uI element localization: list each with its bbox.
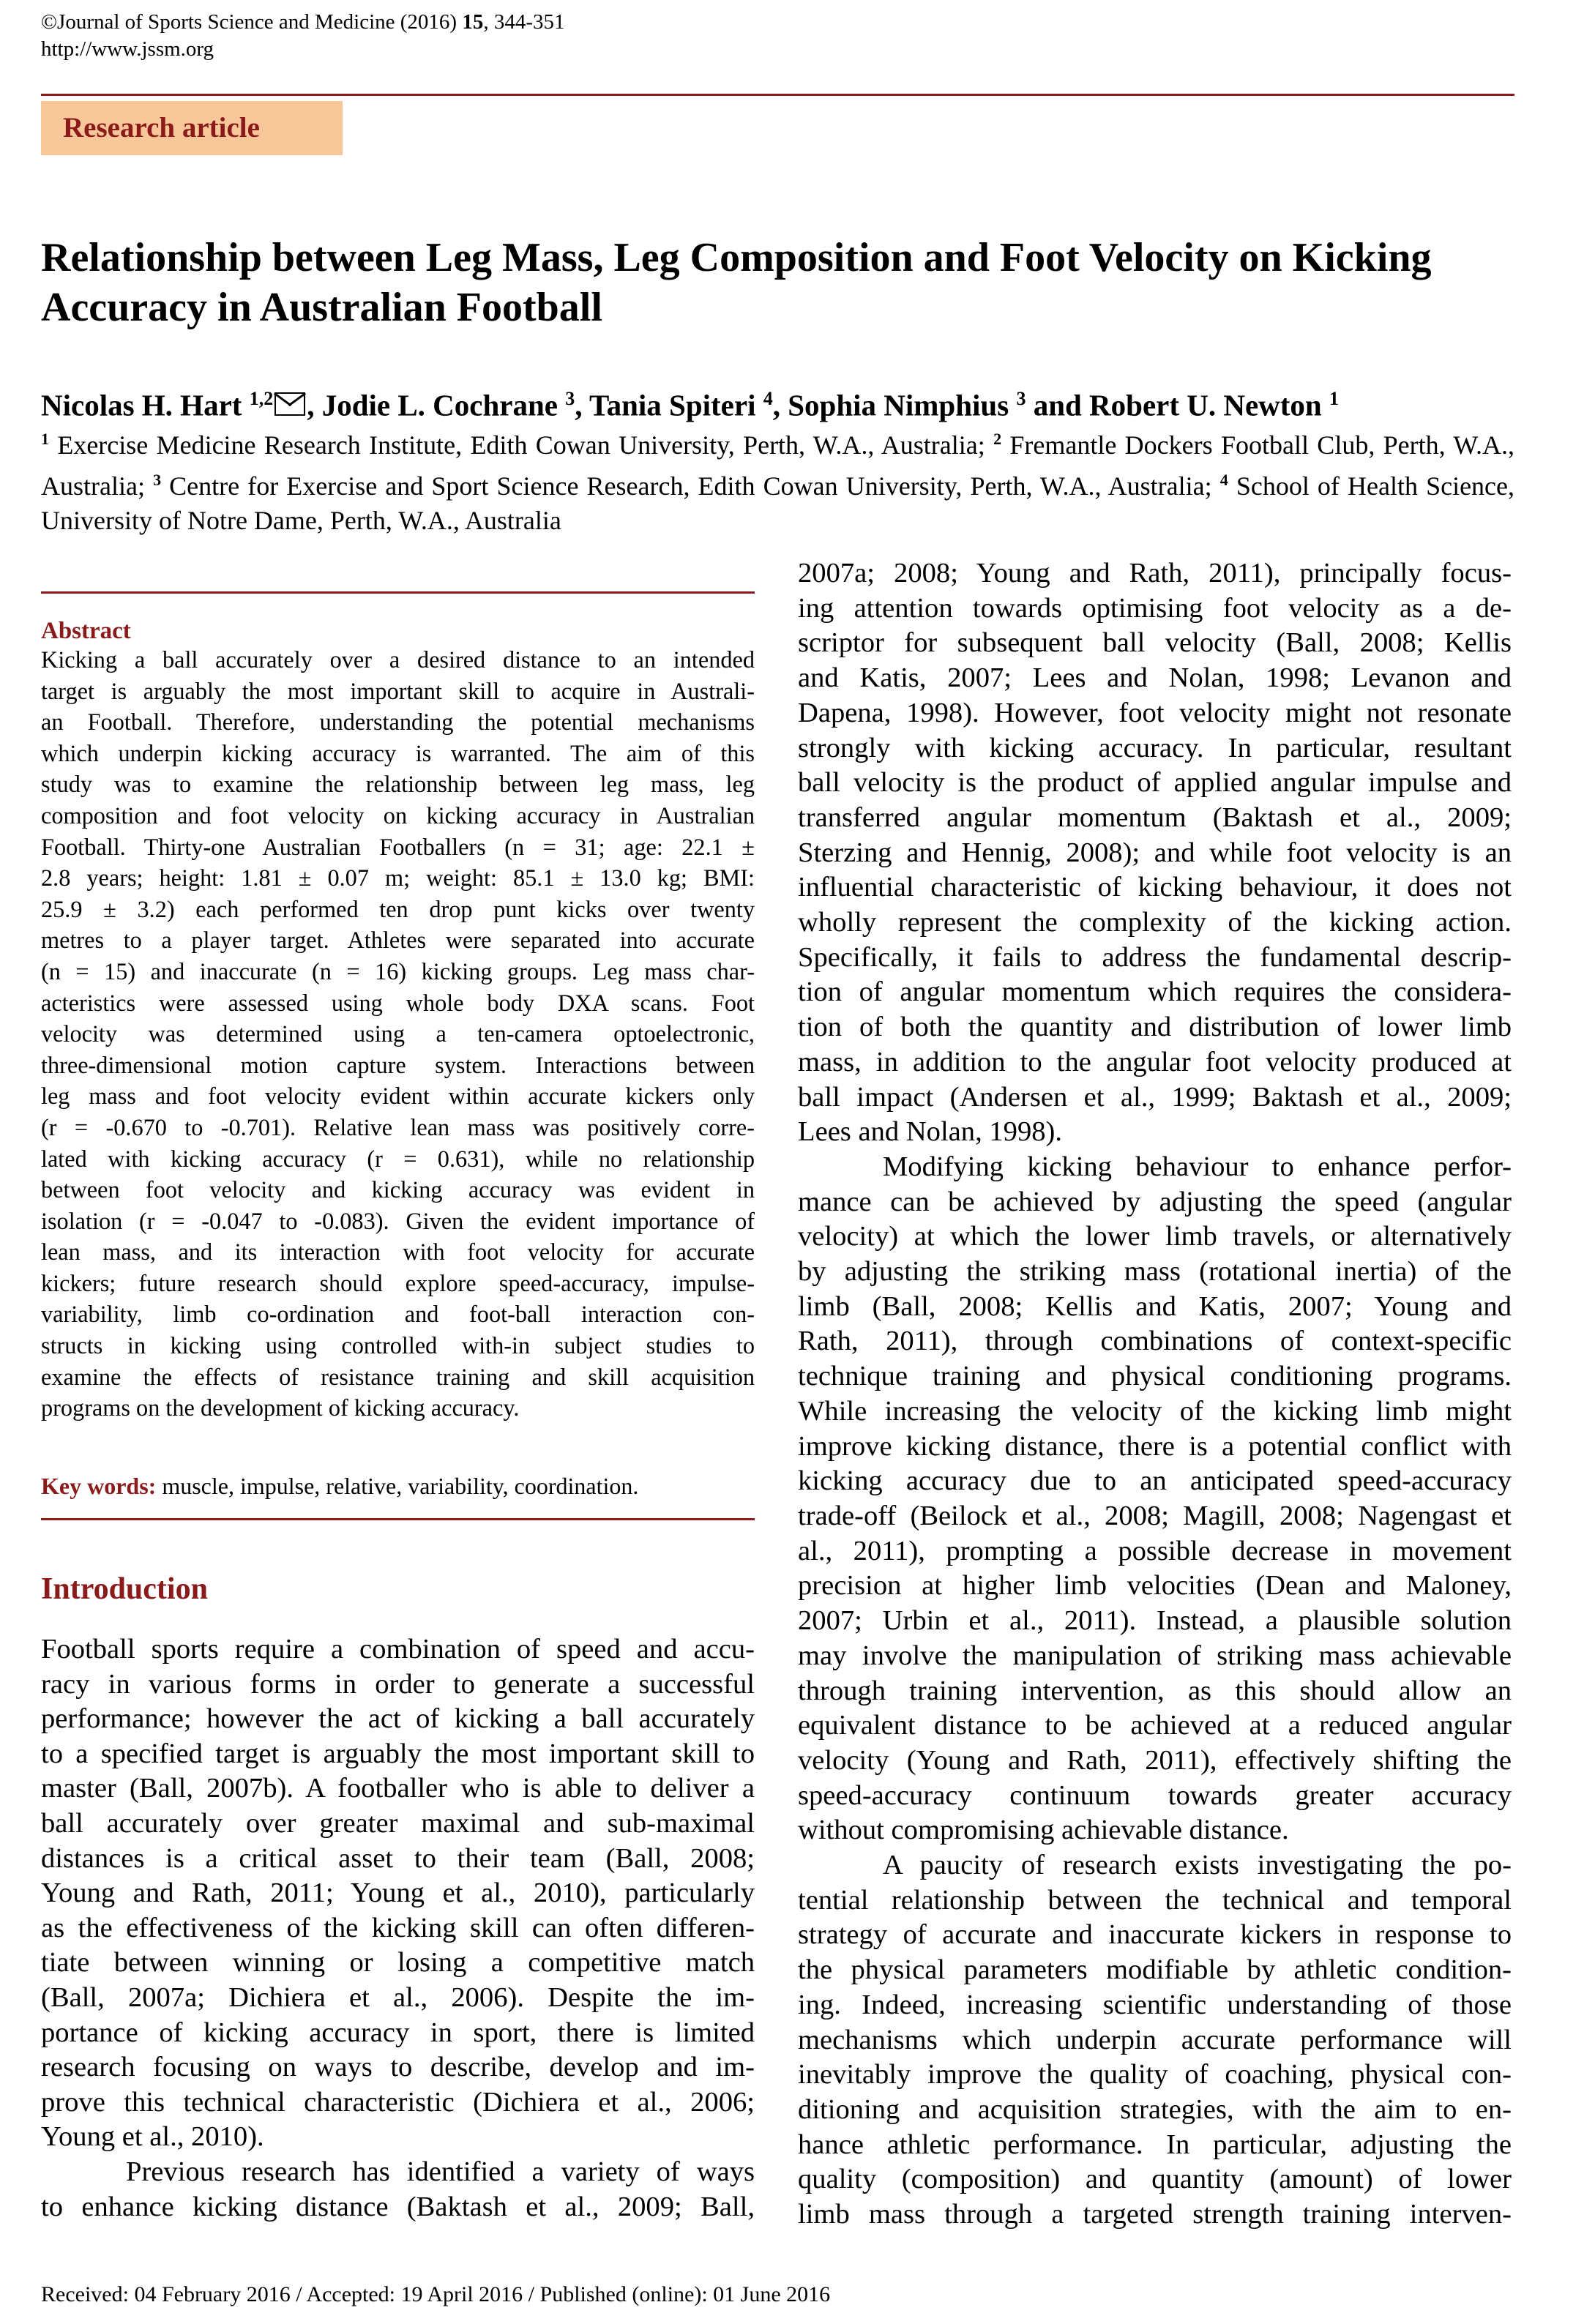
text-line: isolation (r = -0.047 to -0.083). Given the evident importance of: [41, 1207, 755, 1234]
text-line: structs in kicking using controlled with-in subject studies to: [41, 1332, 755, 1359]
text-line: between foot velocity and kicking accuracy was evident in: [41, 1176, 755, 1203]
text-line: Rath, 2011), through combinations of context-specific: [798, 1326, 1512, 1357]
text-line: acteristics were assessed using whole body DXA scans. Foot: [41, 989, 755, 1016]
author-name: Nicolas H. Hart: [41, 388, 242, 422]
keywords-text: muscle, impulse, relative, variability, coordination.: [156, 1473, 639, 1499]
author-name: , Tania Spiteri: [575, 388, 756, 422]
text-line: performance; however the act of kicking a ball accurately: [41, 1703, 755, 1735]
author-affiliation-sup: 4: [763, 388, 773, 409]
text-line: Kicking a ball accurately over a desired distance to an intended: [41, 646, 755, 673]
text-line: research focusing on ways to describe, develop and im-: [41, 2052, 755, 2083]
text-line: to a specified target is arguably the most important skill to: [41, 1738, 755, 1769]
text-line: to enhance kicking distance (Baktash et al., 2009; Ball,: [41, 2191, 755, 2222]
text-line: Lees and Nolan, 1998).: [798, 1116, 1063, 1148]
text-line: Football. Thirty-one Australian Footballers (n = 31; age: 22.1 ±: [41, 833, 755, 860]
text-line: (Ball, 2007a; Dichiera et al., 2006). Despite the im-: [41, 1981, 755, 2013]
text-line: lated with kicking accuracy (r = 0.631), while no relationship: [41, 1145, 755, 1172]
text-line: 2007; Urbin et al., 2011). Instead, a plausible solution: [798, 1605, 1512, 1637]
text-line: Sterzing and Hennig, 2008); and while foot velocity is an: [798, 837, 1512, 868]
text-line: influential characteristic of kicking behaviour, it does not: [798, 872, 1512, 903]
affiliation-sup: 1: [41, 430, 49, 448]
text-line: (n = 15) and inaccurate (n = 16) kicking groups. Leg mass char-: [41, 957, 755, 984]
text-line: distances is a critical asset to their team (Ball, 2008;: [41, 1842, 755, 1874]
text-line: three-dimensional motion capture system. Interactions between: [41, 1051, 755, 1078]
affiliation-text: Centre for Exercise and Sport Science Research, Edith Cowan University, Perth, W.A., Australia;: [161, 471, 1220, 501]
text-line: kicking accuracy due to an anticipated speed-accuracy: [798, 1465, 1512, 1497]
affiliations: [41, 422, 1514, 538]
text-line: ing attention towards optimising foot velocity as a de-: [798, 592, 1512, 624]
text-line: scriptor for subsequent ball velocity (Ball, 2008; Kellis: [798, 627, 1512, 659]
journal-name: ©Journal of Sports Science and Medicine (2016): [41, 10, 463, 34]
volume-number: 15: [462, 10, 484, 34]
text-line: tion of both the quantity and distribution of lower limb: [798, 1012, 1512, 1043]
author-affiliation-sup: 1: [1329, 388, 1339, 409]
text-line: by adjusting the striking mass (rotational inertia) of the: [798, 1256, 1512, 1288]
text-line: transferred angular momentum (Baktash et al., 2009;: [798, 802, 1512, 833]
text-line: racy in various forms in order to generate a successful: [41, 1668, 755, 1700]
paragraph: [798, 556, 1512, 1150]
text-line: Young and Rath, 2011; Young et al., 2010), particularly: [41, 1877, 755, 1909]
text-line: velocity (Young and Rath, 2011), effectively shifting the: [798, 1744, 1512, 1776]
text-line: inevitably improve the quality of coaching, physical con-: [798, 2059, 1512, 2091]
paragraph: [41, 2155, 755, 2224]
paragraph: [798, 1848, 1512, 2233]
author-name: , Sophia Nimphius: [772, 388, 1009, 422]
text-line: limb mass through a targeted strength training interven-: [798, 2199, 1512, 2230]
text-line: tion of angular momentum which requires the considera-: [798, 976, 1512, 1008]
text-line: Dapena, 1998). However, foot velocity might not resonate: [798, 697, 1512, 728]
text-line: hance athletic performance. In particular, adjusting the: [798, 2129, 1512, 2160]
keywords-label: Key words:: [41, 1473, 157, 1499]
text-line: limb (Ball, 2008; Kellis and Katis, 2007; Young and: [798, 1290, 1512, 1322]
text-line: leg mass and foot velocity evident within accurate kickers only: [41, 1083, 755, 1110]
text-line: technique training and physical conditioning programs.: [798, 1361, 1512, 1392]
text-line: mass, in addition to the angular foot velocity produced at: [798, 1046, 1512, 1077]
title-line: Accuracy in Australian Football: [41, 285, 602, 330]
text-line: 2.8 years; height: 1.81 ± 0.07 m; weight: 85.1 ± 13.0 kg; BMI:: [41, 864, 755, 892]
text-line: ball velocity is the product of applied angular impulse and: [798, 767, 1512, 799]
text-line: which underpin kicking accuracy is warranted. The aim of this: [41, 739, 755, 766]
text-line: prove this technical characteristic (Dichiera et al., 2006;: [41, 2086, 755, 2118]
text-line: lean mass, and its interaction with foot velocity for accurate: [41, 1238, 755, 1266]
text-line: ing. Indeed, increasing scientific understanding of those: [798, 1989, 1512, 2020]
text-line: Young et al., 2010).: [41, 2121, 264, 2153]
text-line: Modifying kicking behaviour to enhance perfor-: [883, 1151, 1512, 1182]
abstract-body: [41, 644, 755, 1424]
text-line: Football sports require a combination of speed and accu-: [41, 1634, 755, 1664]
right-column: [798, 556, 1512, 2233]
text-line: an Football. Therefore, understanding the potential mechanisms: [41, 709, 755, 736]
text-line: 25.9 ± 3.2) each performed ten drop punt kicks over twenty: [41, 895, 755, 922]
text-line: ball impact (Andersen et al., 1999; Baktash et al., 2009;: [798, 1081, 1512, 1113]
page-range: , 344-351: [483, 10, 565, 34]
text-line: without compromising achievable distance.: [798, 1815, 1289, 1846]
keywords: [41, 1471, 755, 1501]
article-type-label: Research article: [63, 112, 260, 143]
author-affiliation-sup: 1,2: [249, 388, 274, 409]
author-name: and Robert U. Newton: [1026, 388, 1322, 422]
text-line: metres to a player target. Athletes were separated into accurate: [41, 927, 755, 954]
text-line: A paucity of research exists investigating the po-: [883, 1850, 1512, 1881]
author-name: , Jodie L. Cochrane: [307, 388, 558, 422]
text-line: examine the effects of resistance training and skill acquisition: [41, 1363, 755, 1390]
text-line: programs on the development of kicking accuracy.: [41, 1394, 520, 1421]
affiliation-text: Fremantle Dockers Football Club, Perth, W.A., Australia;: [41, 430, 1514, 501]
text-line: tential relationship between the technical and temporal: [798, 1884, 1512, 1916]
text-line: tiate between winning or losing a competitive match: [41, 1947, 755, 1979]
citation-line: [41, 9, 565, 36]
text-line: trade-off (Beilock et al., 2008; Magill, 2008; Nagengast et: [798, 1500, 1512, 1531]
text-line: master (Ball, 2007b). A footballer who is able to deliver a: [41, 1773, 755, 1804]
paragraph: [41, 1632, 755, 2155]
text-line: quality (composition) and quantity (amount) of lower: [798, 2164, 1512, 2195]
text-line: improve kicking distance, there is a potential conflict with: [798, 1430, 1512, 1462]
text-line: variability, limb co-ordination and foot-ball interaction con-: [41, 1301, 755, 1328]
abstract-top-divider: [41, 591, 755, 594]
text-line: precision at higher limb velocities (Dean and Maloney,: [798, 1570, 1512, 1602]
text-line: strategy of accurate and inaccurate kickers in response to: [798, 1919, 1512, 1951]
text-line: and Katis, 2007; Lees and Nolan, 1998; Levanon and: [798, 662, 1512, 694]
text-line: wholly represent the complexity of the kicking action.: [798, 907, 1512, 938]
text-line: mance can be achieved by adjusting the speed (angular: [798, 1186, 1512, 1217]
text-line: kickers; future research should explore speed-accuracy, impulse-: [41, 1269, 755, 1296]
affiliation-sup: 4: [1219, 471, 1228, 489]
text-line: speed-accuracy continuum towards greater accuracy: [798, 1779, 1512, 1811]
envelope-icon[interactable]: [274, 392, 305, 416]
abstract-heading: Abstract: [41, 618, 131, 644]
text-line: (r = -0.670 to -0.701). Relative lean mass was positively corre-: [41, 1113, 755, 1140]
text-line: the physical parameters modifiable by athletic condition-: [798, 1954, 1512, 1986]
paper-title: [41, 233, 1527, 332]
text-line: velocity was determined using a ten-camera optoelectronic,: [41, 1020, 755, 1047]
text-line: velocity) at which the lower limb travels, or alternatively: [798, 1221, 1512, 1252]
text-line: portance of kicking accuracy in sport, there is limited: [41, 2017, 755, 2048]
paragraph: [798, 1150, 1512, 1848]
author-list: [41, 381, 1534, 424]
title-line: Relationship between Leg Mass, Leg Composition and Foot Velocity on Kicking: [41, 235, 1432, 280]
author-affiliation-sup: 3: [565, 388, 575, 409]
text-line: as the effectiveness of the kicking skill can often differen-: [41, 1912, 755, 1943]
affiliation-sup: 3: [153, 471, 162, 489]
text-line: While increasing the velocity of the kicking limb might: [798, 1395, 1512, 1427]
text-line: target is arguably the most important skill to acquire in Australi-: [41, 677, 755, 704]
text-line: mechanisms which underpin accurate performance will: [798, 2024, 1512, 2055]
affiliation-sup: 2: [993, 430, 1002, 448]
text-line: 2007a; 2008; Young and Rath, 2011), principally focus-: [798, 558, 1512, 589]
header-divider: [41, 94, 1514, 96]
text-line: Previous research has identified a variety of ways: [126, 2156, 755, 2187]
text-line: al., 2011), prompting a possible decrease in movement: [798, 1535, 1512, 1566]
text-line: Specifically, it fails to address the fundamental descrip-: [798, 941, 1512, 973]
journal-url[interactable]: http://www.jssm.org: [41, 37, 214, 61]
publication-dates: Received: 04 February 2016 / Accepted: 19 April 2016 / Published (online): 01 June 2016: [41, 2282, 831, 2306]
text-line: study was to examine the relationship between leg mass, leg: [41, 771, 755, 798]
text-line: through training intervention, as this should allow an: [798, 1675, 1512, 1706]
text-line: equivalent distance to be achieved at a reduced angular: [798, 1710, 1512, 1741]
text-line: ball accurately over greater maximal and sub-maximal: [41, 1807, 755, 1839]
introduction-body: [41, 1632, 755, 2224]
text-line: may involve the manipulation of striking mass achievable: [798, 1640, 1512, 1671]
affiliation-text: School of Health Science, University of Notre Dame, Perth, W.A., Australia: [41, 471, 1515, 535]
text-line: strongly with kicking accuracy. In particular, resultant: [798, 732, 1512, 763]
journal-header: [41, 9, 565, 63]
abstract-bottom-divider: [41, 1518, 755, 1520]
text-line: composition and foot velocity on kicking accuracy in Australian: [41, 802, 755, 829]
author-affiliation-sup: 3: [1016, 388, 1026, 409]
affiliation-text: Exercise Medicine Research Institute, Edith Cowan University, Perth, W.A., Australia;: [49, 430, 994, 460]
text-line: ditioning and acquisition strategies, with the aim to en-: [798, 2093, 1512, 2125]
introduction-heading: Introduction: [41, 1572, 208, 1606]
